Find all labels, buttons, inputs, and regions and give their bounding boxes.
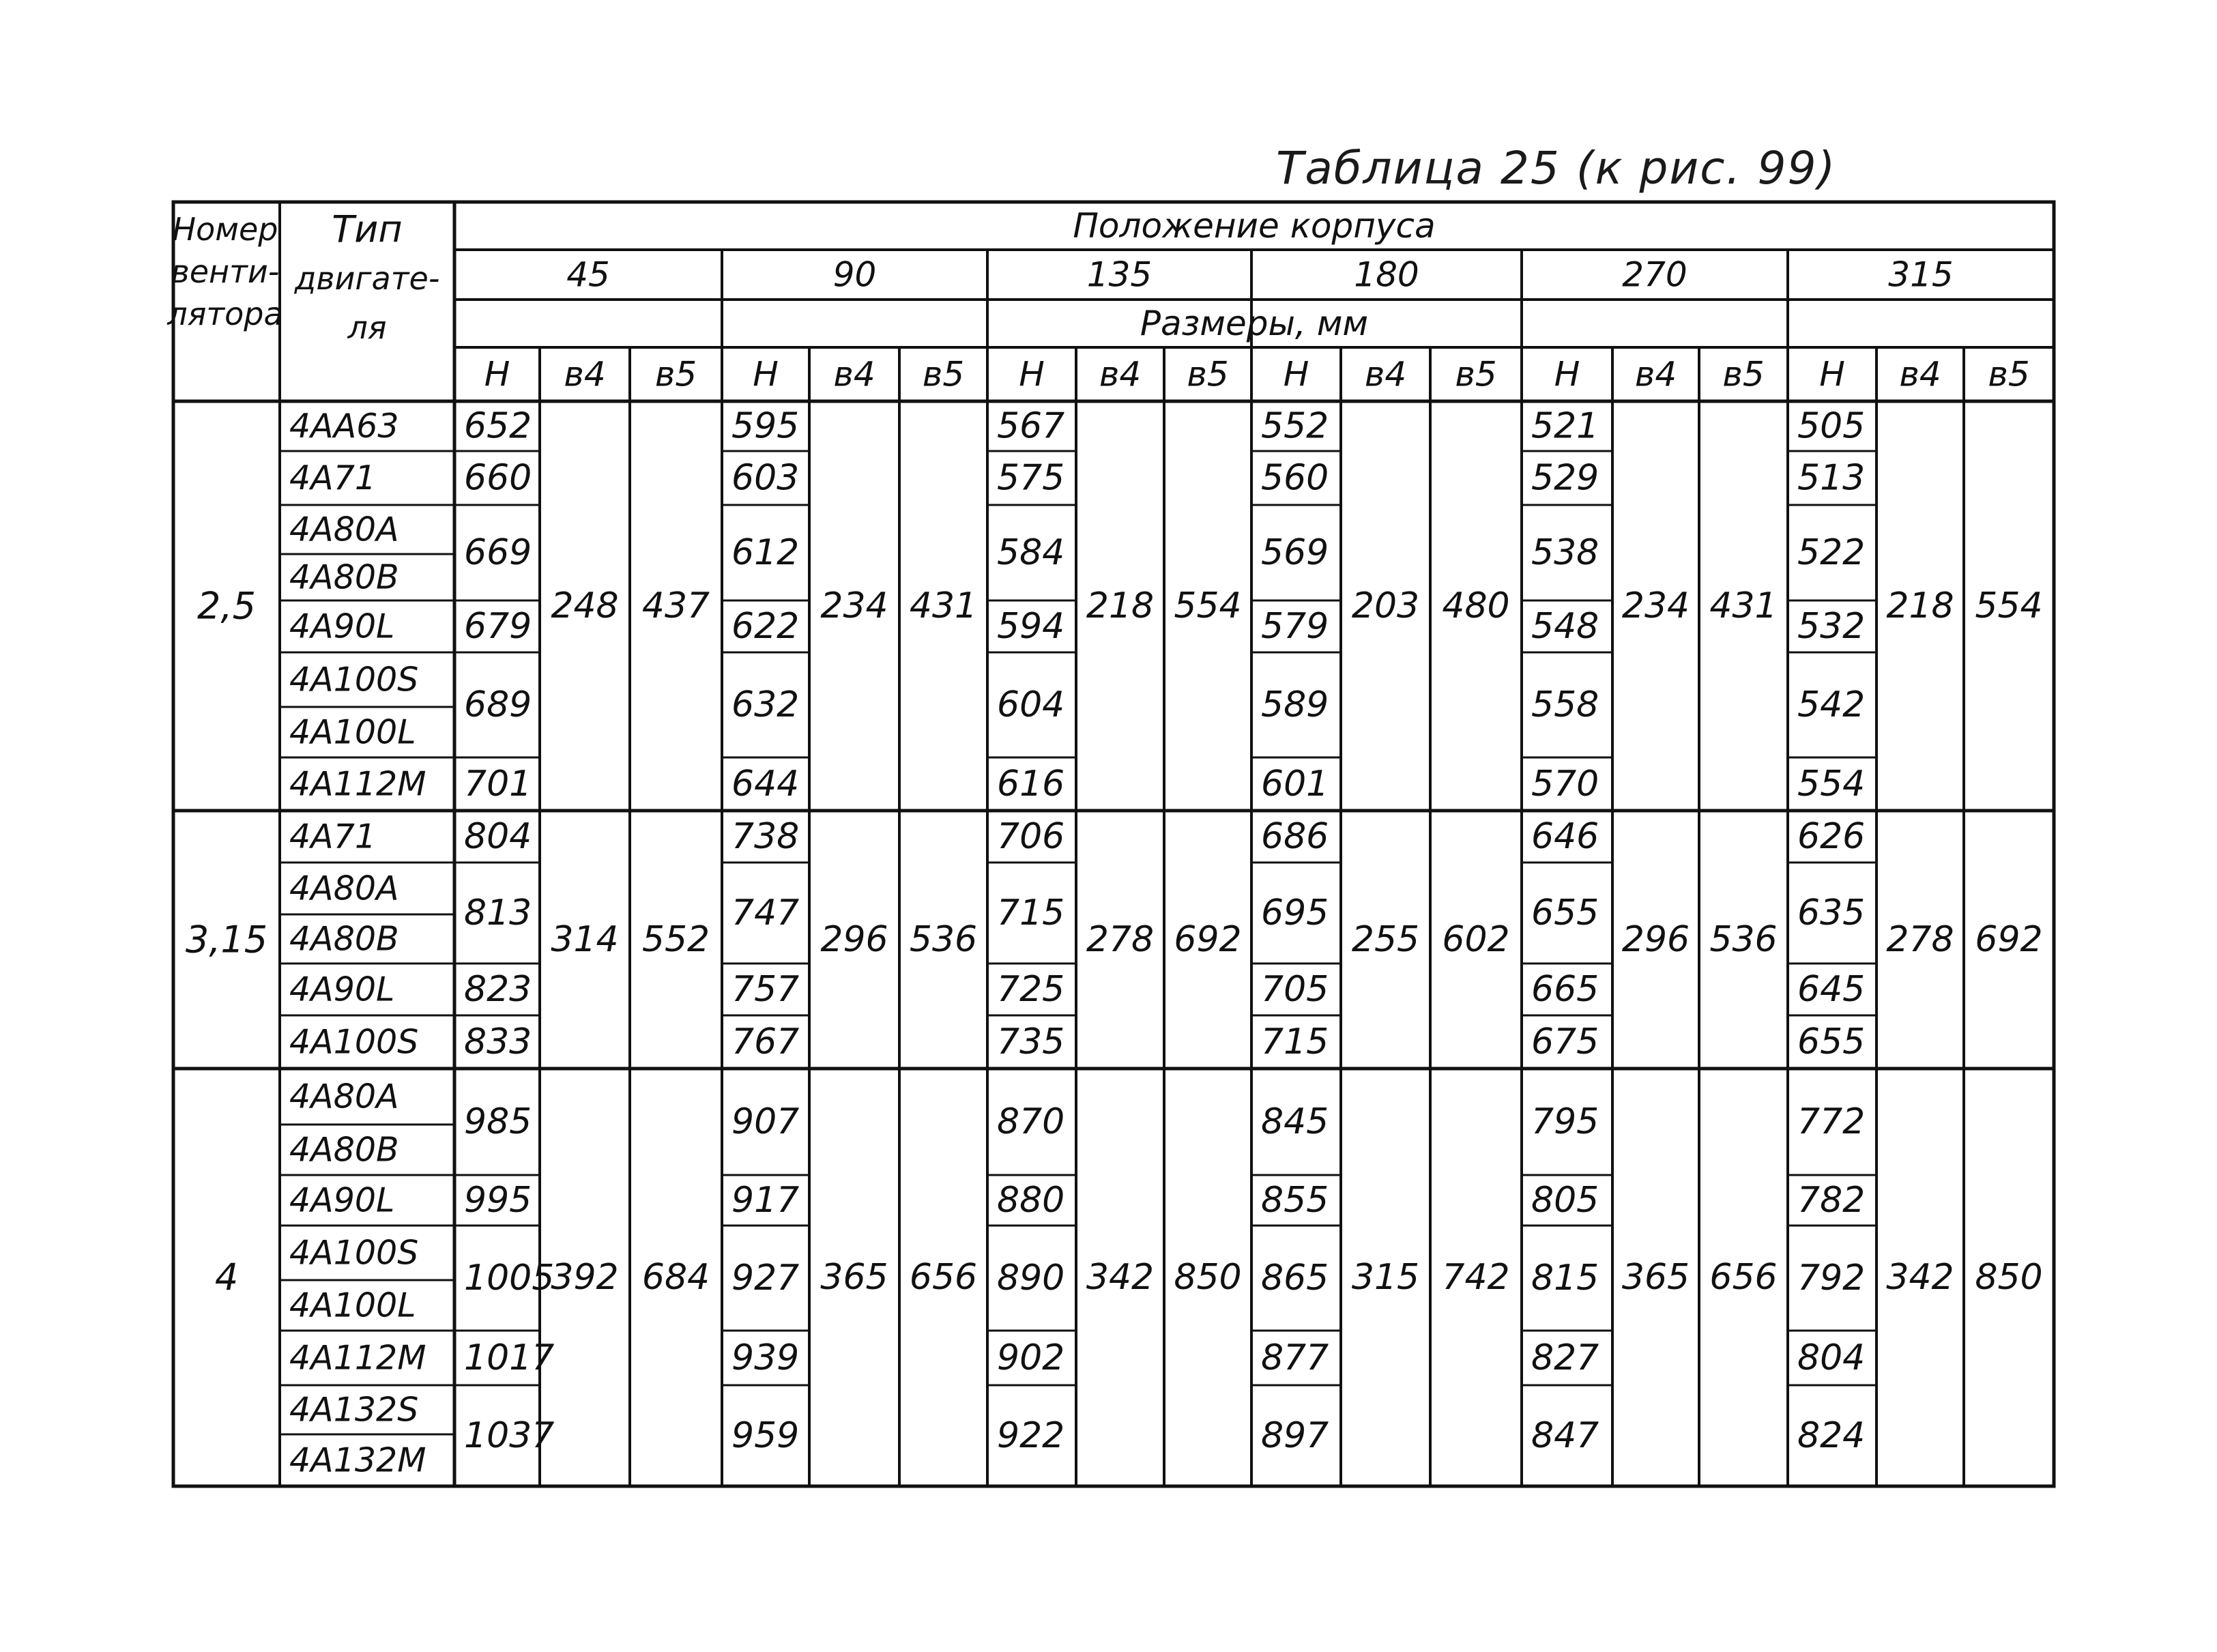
- header-motor-type: Тип: [332, 207, 403, 251]
- h-value: 695: [1261, 893, 1329, 933]
- b5-value: 536: [1709, 919, 1778, 960]
- table-caption: Таблица 25 (к рис. 99): [1276, 142, 1837, 194]
- h-value: 772: [1797, 1101, 1866, 1142]
- motor-type: 4A132M: [289, 1440, 426, 1480]
- h-value: 532: [1797, 606, 1866, 647]
- h-value: 804: [464, 816, 532, 857]
- h-value: 747: [731, 893, 800, 933]
- subheader-b5: в5: [1722, 354, 1765, 394]
- b4-value: 365: [1621, 1257, 1690, 1298]
- h-value: 635: [1797, 893, 1866, 933]
- h-value: 870: [997, 1101, 1065, 1142]
- h-value: 715: [1261, 1021, 1329, 1062]
- h-value: 505: [1797, 405, 1866, 447]
- h-value: 815: [1531, 1258, 1599, 1299]
- motor-type: 4A112M: [289, 1338, 426, 1378]
- h-value: 548: [1531, 606, 1599, 647]
- subheader-b5: в5: [1988, 354, 2030, 394]
- subheader-b5: в5: [922, 354, 965, 394]
- h-value: 660: [464, 457, 532, 499]
- h-value: 847: [1531, 1415, 1599, 1456]
- h-value: 669: [464, 532, 532, 573]
- h-value: 757: [731, 969, 800, 1010]
- h-value: 522: [1797, 532, 1866, 573]
- b5-value: 536: [909, 919, 978, 960]
- motor-type: 4A71: [289, 459, 377, 497]
- subheader-b4: в4: [1364, 354, 1407, 394]
- b5-value: 742: [1442, 1257, 1510, 1298]
- h-value: 985: [464, 1101, 532, 1142]
- h-value: 675: [1531, 1021, 1599, 1062]
- subheader-h: H: [1819, 354, 1845, 394]
- b4-value: 234: [820, 585, 888, 626]
- motor-type: 4A100S: [289, 1022, 419, 1062]
- h-value: 521: [1531, 405, 1599, 447]
- subheader-b4: в4: [1634, 354, 1677, 394]
- h-value: 626: [1797, 816, 1866, 857]
- h-value: 1005: [464, 1258, 555, 1299]
- h-value: 813: [464, 893, 532, 933]
- header-dimensions: Размеры, мм: [1140, 304, 1369, 343]
- h-value: 513: [1797, 457, 1866, 499]
- subheader-b5: в5: [1455, 354, 1497, 394]
- h-value: 939: [731, 1337, 800, 1378]
- subheader-b4: в4: [833, 354, 875, 394]
- h-value: 644: [731, 764, 800, 805]
- b4-value: 218: [1886, 585, 1954, 626]
- h-value: 855: [1261, 1180, 1329, 1221]
- position-315: 315: [1888, 255, 1954, 295]
- h-value: 805: [1531, 1180, 1599, 1221]
- h-value: 897: [1261, 1415, 1329, 1456]
- h-value: 538: [1531, 532, 1599, 573]
- h-value: 616: [997, 764, 1065, 805]
- h-value: 567: [997, 405, 1065, 447]
- motor-type: 4A80B: [289, 557, 399, 597]
- h-value: 645: [1797, 969, 1866, 1010]
- b5-value: 437: [641, 585, 710, 626]
- h-value: 725: [997, 969, 1065, 1010]
- h-value: 689: [464, 684, 532, 725]
- b4-value: 248: [551, 585, 619, 626]
- h-value: 824: [1797, 1415, 1866, 1456]
- position-180: 180: [1354, 255, 1419, 295]
- header-fan-number: лятора: [167, 295, 283, 332]
- fan-number: 2,5: [197, 584, 256, 628]
- h-value: 922: [997, 1415, 1065, 1456]
- h-value: 655: [1797, 1021, 1866, 1062]
- position-135: 135: [1086, 255, 1153, 295]
- h-value: 907: [731, 1101, 800, 1142]
- b4-value: 278: [1886, 919, 1954, 960]
- motor-type: 4A90L: [289, 1180, 395, 1220]
- motor-type: 4A112M: [289, 764, 426, 804]
- subheader-b5: в5: [1187, 354, 1229, 394]
- motor-type: 4A90L: [289, 970, 395, 1009]
- b4-value: 342: [1886, 1257, 1954, 1298]
- b5-value: 554: [1174, 585, 1242, 626]
- b4-value: 365: [820, 1257, 888, 1298]
- h-value: 665: [1531, 969, 1599, 1010]
- motor-type: 4A132S: [289, 1390, 419, 1430]
- header-fan-number: Номер: [172, 211, 278, 248]
- subheader-h: H: [1283, 354, 1309, 394]
- fan-number: 4: [214, 1256, 239, 1299]
- h-value: 679: [464, 606, 532, 647]
- motor-type: 4A80A: [289, 869, 399, 908]
- h-value: 655: [1531, 893, 1599, 933]
- h-value: 604: [997, 684, 1065, 725]
- h-value: 595: [731, 405, 800, 447]
- h-value: 792: [1797, 1258, 1866, 1299]
- header-fan-number: венти-: [171, 253, 280, 290]
- h-value: 584: [997, 532, 1065, 573]
- subheader-b4: в4: [564, 354, 606, 394]
- h-value: 529: [1531, 457, 1599, 499]
- b4-value: 234: [1621, 585, 1690, 626]
- b4-value: 203: [1351, 585, 1420, 626]
- h-value: 959: [731, 1415, 800, 1456]
- b5-value: 602: [1442, 919, 1510, 960]
- h-value: 1037: [464, 1415, 555, 1456]
- h-value: 612: [731, 532, 800, 573]
- h-value: 686: [1261, 816, 1329, 857]
- b5-value: 431: [1709, 585, 1778, 626]
- h-value: 706: [997, 816, 1065, 857]
- h-value: 560: [1261, 457, 1329, 499]
- h-value: 917: [731, 1180, 800, 1221]
- subheader-h: H: [484, 354, 510, 394]
- h-value: 701: [464, 764, 532, 805]
- motor-type: 4A71: [289, 817, 377, 856]
- subheader-h: H: [1554, 354, 1580, 394]
- b5-value: 552: [641, 919, 710, 960]
- h-value: 569: [1261, 532, 1329, 573]
- h-value: 827: [1531, 1337, 1599, 1378]
- b5-value: 684: [641, 1257, 710, 1298]
- h-value: 890: [997, 1258, 1065, 1299]
- h-value: 865: [1261, 1258, 1329, 1299]
- motor-type: 4A80A: [289, 510, 399, 549]
- b4-value: 218: [1086, 585, 1155, 626]
- h-value: 603: [731, 457, 800, 499]
- b5-value: 692: [1174, 919, 1242, 960]
- position-270: 270: [1622, 255, 1687, 295]
- motor-type: 4A100S: [289, 1233, 419, 1273]
- b4-value: 392: [551, 1257, 619, 1298]
- h-value: 632: [731, 684, 800, 725]
- h-value: 738: [731, 816, 800, 857]
- h-value: 589: [1261, 684, 1329, 725]
- b5-value: 656: [1709, 1257, 1778, 1298]
- h-value: 601: [1261, 764, 1329, 805]
- b4-value: 296: [820, 919, 888, 960]
- h-value: 767: [731, 1021, 800, 1062]
- h-value: 833: [464, 1021, 532, 1062]
- b5-value: 554: [1975, 585, 2043, 626]
- h-value: 558: [1531, 684, 1599, 725]
- position-45: 45: [566, 255, 610, 295]
- h-value: 880: [997, 1180, 1065, 1221]
- h-value: 804: [1797, 1337, 1866, 1378]
- subheader-b4: в4: [1899, 354, 1941, 394]
- fan-number: 3,15: [185, 918, 268, 961]
- header-motor-type: двигате-: [294, 260, 440, 297]
- h-value: 570: [1531, 764, 1599, 805]
- b4-value: 314: [551, 919, 619, 960]
- h-value: 995: [464, 1180, 532, 1221]
- motor-type: 4A100L: [289, 1286, 416, 1325]
- h-value: 579: [1261, 606, 1329, 647]
- h-value: 902: [997, 1337, 1065, 1378]
- b5-value: 850: [1174, 1257, 1242, 1298]
- h-value: 927: [731, 1258, 800, 1299]
- b5-value: 656: [909, 1257, 978, 1298]
- subheader-b4: в4: [1099, 354, 1142, 394]
- b5-value: 692: [1975, 919, 2043, 960]
- h-value: 877: [1261, 1337, 1329, 1378]
- h-value: 542: [1797, 684, 1866, 725]
- subheader-h: H: [1019, 354, 1045, 394]
- h-value: 552: [1261, 405, 1329, 447]
- h-value: 646: [1531, 816, 1599, 857]
- h-value: 575: [997, 457, 1065, 499]
- motor-type: 4A100S: [289, 660, 419, 699]
- b4-value: 296: [1621, 919, 1690, 960]
- h-value: 554: [1797, 764, 1866, 805]
- b5-value: 480: [1442, 585, 1510, 626]
- b4-value: 278: [1086, 919, 1155, 960]
- subheader-b5: в5: [654, 354, 697, 394]
- h-value: 705: [1261, 969, 1329, 1010]
- header-housing-position: Положение корпуса: [1073, 206, 1436, 246]
- motor-type: 4A80B: [289, 1130, 399, 1170]
- h-value: 594: [997, 606, 1065, 647]
- h-value: 652: [464, 405, 532, 447]
- b5-value: 431: [909, 585, 978, 626]
- h-value: 1017: [464, 1337, 555, 1378]
- subheader-h: H: [753, 354, 779, 394]
- position-90: 90: [832, 255, 877, 295]
- h-value: 795: [1531, 1101, 1599, 1142]
- motor-type: 4A90L: [289, 607, 395, 646]
- motor-type: 4A80B: [289, 919, 399, 959]
- b4-value: 342: [1086, 1257, 1155, 1298]
- b4-value: 315: [1351, 1257, 1420, 1298]
- motor-type: 4A100L: [289, 712, 416, 752]
- b4-value: 255: [1351, 919, 1420, 960]
- h-value: 823: [464, 969, 532, 1010]
- b5-value: 850: [1975, 1257, 2043, 1298]
- h-value: 735: [997, 1021, 1065, 1062]
- h-value: 782: [1797, 1180, 1866, 1221]
- h-value: 622: [731, 606, 800, 647]
- h-value: 845: [1261, 1101, 1329, 1142]
- motor-type: 4A80A: [289, 1077, 399, 1116]
- h-value: 715: [997, 893, 1065, 933]
- header-motor-type: ля: [347, 309, 387, 346]
- motor-type: 4AA63: [289, 407, 399, 446]
